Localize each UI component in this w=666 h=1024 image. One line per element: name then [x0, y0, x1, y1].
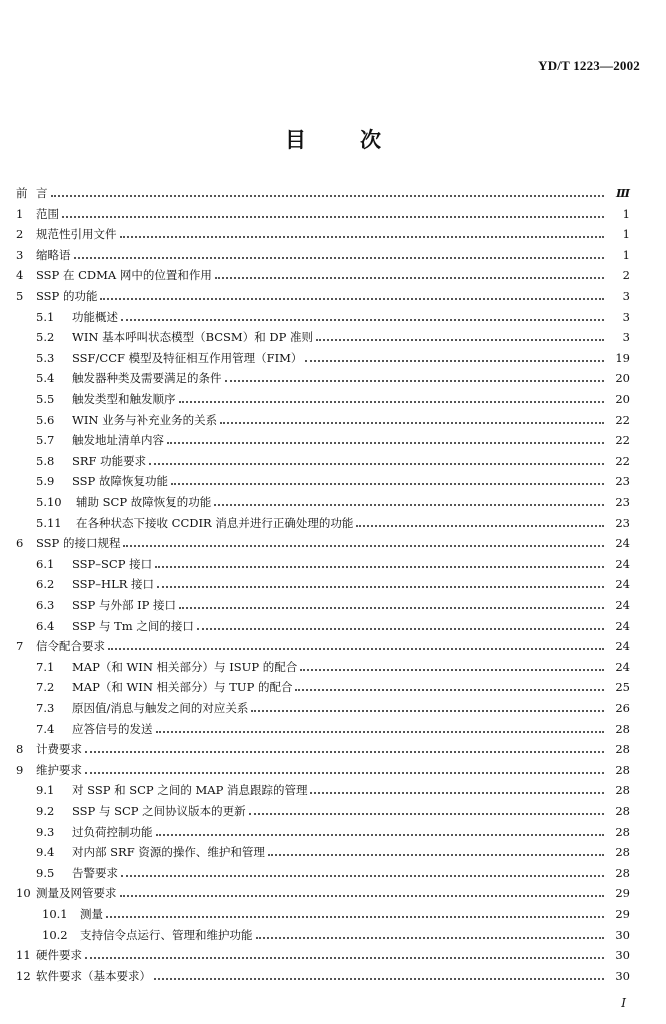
toc-leader-dots [300, 668, 604, 671]
toc-leader-dots [100, 297, 604, 300]
toc-entry-page: 30 [615, 968, 630, 983]
toc-entry-page: Ⅲ [615, 186, 630, 200]
toc-leader-dots [123, 544, 604, 547]
toc-entry-page: 24 [615, 659, 630, 674]
toc-entry-title: 支持信令点运行、管理和维护功能 [80, 927, 253, 942]
toc-entry-number: 7.1 [36, 659, 55, 674]
toc-entry-page: 28 [615, 845, 630, 860]
toc-entry-page: 2 [622, 268, 630, 283]
title-char-1: 目 [285, 127, 306, 152]
toc-leader-dots [120, 235, 605, 238]
toc-leader-dots [251, 709, 604, 712]
toc-entry-title: 硬件要求 [36, 948, 82, 963]
toc-entry-number: 前 [16, 186, 28, 200]
toc-leader-dots [179, 606, 604, 609]
toc-entry [0, 944, 666, 962]
toc-entry-title: MAP（和 WIN 相关部分）与 ISUP 的配合 [72, 659, 298, 674]
toc-entry-page: 20 [615, 371, 630, 386]
toc-entry-title: 告警要求 [72, 865, 118, 880]
toc-entry [0, 882, 666, 900]
toc-entry-title: 测量 [80, 907, 103, 921]
toc-entry-page: 28 [615, 762, 630, 777]
toc-entry-number: 11 [16, 948, 31, 963]
toc-entry [0, 244, 666, 262]
toc-entry-page: 30 [615, 927, 630, 942]
toc-entry-title: 言 [36, 186, 48, 200]
title-char-2: 次 [360, 127, 381, 152]
toc-entry [0, 429, 666, 447]
toc-entry [0, 367, 666, 385]
toc-entry-number: 5 [16, 289, 24, 303]
toc-entry [0, 924, 666, 942]
toc-entry-page: 3 [622, 330, 630, 345]
toc-entry-number: 2 [16, 227, 24, 242]
toc-leader-dots [120, 894, 605, 897]
toc-entry [0, 182, 666, 200]
toc-entry-title: 对内部 SRF 资源的操作、维护和管理 [72, 845, 265, 860]
footer-page-number: I [621, 996, 626, 1010]
toc-entry-title: 在各种状态下接收 CCDIR 消息并进行正确处理的功能 [76, 515, 354, 530]
toc-entry [0, 388, 666, 406]
toc-entry-title: 计费要求 [36, 742, 82, 757]
toc-entry [0, 470, 666, 488]
toc-entry-number: 6.4 [36, 618, 55, 633]
toc-entry-title: WIN 基本呼叫状态模型（BCSM）和 DP 准则 [72, 330, 313, 345]
toc-entry-title: 功能概述 [72, 309, 118, 324]
toc-entry-page: 23 [615, 474, 630, 489]
toc-entry-title: SSP 与 Tm 之间的接口 [72, 618, 194, 633]
toc-entry-number: 6.2 [36, 577, 55, 592]
toc-leader-dots [85, 750, 604, 753]
toc-entry-title: 规范性引用文件 [36, 227, 117, 242]
toc-entry-number: 5.1 [36, 309, 55, 324]
toc-entry-page: 29 [615, 907, 630, 921]
toc-entry-number: 5.4 [36, 371, 55, 386]
toc-entry-number: 10.2 [42, 927, 68, 942]
toc-entry [0, 779, 666, 797]
document-code: YD/T 1223—2002 [538, 58, 640, 73]
toc-entry [0, 821, 666, 839]
toc-entry-number: 4 [16, 268, 24, 283]
toc-leader-dots [268, 853, 604, 856]
toc-entry [0, 841, 666, 859]
toc-entry [0, 862, 666, 880]
toc-entry-page: 28 [615, 742, 630, 757]
toc-entry [0, 553, 666, 571]
toc-entry-title: SSP 与 SCP 之间协议版本的更新 [72, 804, 246, 818]
toc-leader-dots [106, 915, 604, 918]
toc-entry-title: 范围 [36, 206, 59, 221]
toc-entry [0, 800, 666, 818]
toc-entry [0, 285, 666, 303]
toc-entry [0, 450, 666, 468]
toc-entry-page: 1 [622, 206, 630, 221]
toc-entry-title: 信令配合要求 [36, 639, 105, 654]
toc-entry-title: 对 SSP 和 SCP 之间的 MAP 消息跟踪的管理 [72, 783, 308, 798]
toc-entry [0, 965, 666, 983]
toc-entry [0, 718, 666, 736]
toc-entry-number: 7.2 [36, 680, 55, 695]
toc-entry-title: SSF/CCF 模型及特征相互作用管理（FIM） [72, 350, 303, 365]
toc-entry-number: 9.4 [36, 845, 55, 860]
toc-entry-title: SSP 故障恢复功能 [72, 474, 168, 489]
toc-entry [0, 409, 666, 427]
toc-leader-dots [85, 771, 604, 774]
toc-entry-title: 测量及网管要求 [36, 886, 117, 901]
toc-entry-number: 5.3 [36, 350, 55, 365]
toc-leader-dots [225, 379, 605, 382]
toc-entry-number: 9.5 [36, 865, 55, 880]
toc-leader-dots [121, 874, 604, 877]
toc-entry-page: 1 [622, 227, 630, 242]
toc-entry [0, 223, 666, 241]
toc-entry-number: 3 [16, 247, 24, 262]
toc-entry-title: SSP 在 CDMA 网中的位置和作用 [36, 268, 212, 283]
toc-leader-dots [157, 585, 604, 588]
toc-entry-number: 6 [16, 536, 24, 551]
toc-entry-number: 5.8 [36, 453, 55, 468]
toc-entry-number: 7 [16, 639, 24, 654]
toc-leader-dots [356, 524, 604, 527]
toc-entry-number: 12 [16, 968, 31, 983]
toc-entry-page: 24 [615, 577, 630, 592]
toc-entry-number: 5.11 [36, 515, 62, 530]
toc-leader-dots [108, 647, 604, 650]
toc-entry-page: 30 [615, 948, 630, 963]
toc-entry-title: 原因值/消息与触发之间的对应关系 [72, 701, 249, 715]
toc-leader-dots [51, 194, 605, 197]
toc-entry [0, 738, 666, 756]
toc-entry-page: 22 [615, 412, 630, 427]
toc-entry-page: 29 [615, 886, 630, 901]
toc-leader-dots [167, 441, 604, 444]
toc-entry-page: 28 [615, 721, 630, 736]
toc-entry-page: 24 [615, 536, 630, 551]
toc-entry [0, 532, 666, 550]
toc-entry-page: 24 [615, 618, 630, 633]
toc-entry [0, 306, 666, 324]
toc-leader-dots [197, 627, 604, 630]
toc-entry [0, 573, 666, 591]
toc-leader-dots [310, 791, 604, 794]
toc-entry-title: SSP 的功能 [36, 289, 98, 303]
toc-entry-title: 缩略语 [36, 247, 71, 262]
toc-entry-number: 5.9 [36, 474, 55, 489]
toc-entry-title: SRF 功能要求 [72, 453, 147, 468]
toc-leader-dots [215, 276, 604, 279]
toc-entry-title: 触发器种类及需要满足的条件 [72, 371, 222, 386]
toc-entry-number: 10 [16, 886, 31, 901]
toc-entry-title: MAP（和 WIN 相关部分）与 TUP 的配合 [72, 680, 293, 695]
toc-entry [0, 594, 666, 612]
toc-entry [0, 635, 666, 653]
toc-entry-number: 9 [16, 762, 24, 777]
toc-entry-page: 28 [615, 865, 630, 880]
toc-entry-title: SSP 的接口规程 [36, 536, 121, 551]
toc-entry [0, 326, 666, 344]
toc-leader-dots [74, 256, 605, 259]
toc-entry-title: SSP–SCP 接口 [72, 556, 153, 571]
toc-entry-page: 22 [615, 433, 630, 448]
toc-entry-number: 6.1 [36, 556, 55, 571]
toc-leader-dots [121, 318, 604, 321]
toc-entry-page: 3 [622, 289, 630, 303]
toc-entry-page: 20 [615, 392, 630, 406]
toc-entry-number: 5.10 [36, 495, 62, 509]
toc-entry [0, 903, 666, 921]
toc-entry [0, 491, 666, 509]
toc-entry-page: 26 [615, 701, 630, 715]
toc-leader-dots [316, 338, 604, 341]
toc-entry [0, 264, 666, 282]
toc-leader-dots [220, 421, 604, 424]
toc-leader-dots [155, 565, 604, 568]
toc-leader-dots [305, 359, 604, 362]
toc-entry [0, 512, 666, 530]
toc-entry-number: 10.1 [42, 907, 68, 921]
toc-entry-title: 辅助 SCP 故障恢复的功能 [76, 495, 212, 509]
toc-leader-dots [62, 215, 604, 218]
toc-entry-page: 28 [615, 783, 630, 798]
toc-entry-title: 软件要求（基本要求） [36, 968, 151, 983]
toc-entry-number: 9.1 [36, 783, 55, 798]
toc-leader-dots [295, 688, 604, 691]
toc-entry-page: 28 [615, 804, 630, 818]
toc-entry-page: 3 [622, 309, 630, 324]
toc-entry [0, 203, 666, 221]
toc-leader-dots [249, 812, 604, 815]
toc-leader-dots [85, 956, 604, 959]
toc-entry-page: 23 [615, 495, 630, 509]
toc-leader-dots [214, 503, 604, 506]
toc-entry-page: 24 [615, 556, 630, 571]
toc-leader-dots [171, 482, 604, 485]
toc-entry [0, 656, 666, 674]
toc-entry [0, 347, 666, 365]
toc-entry-number: 9.2 [36, 804, 55, 818]
toc-entry [0, 615, 666, 633]
toc-entry-page: 24 [615, 639, 630, 654]
toc-entry-title: SSP–HLR 接口 [72, 577, 155, 592]
toc-entry-page: 22 [615, 453, 630, 468]
toc-entry-page: 24 [615, 598, 630, 612]
toc-entry-number: 5.6 [36, 412, 55, 427]
toc-entry [0, 676, 666, 694]
page-title [0, 124, 666, 154]
toc-entry-number: 5.7 [36, 433, 55, 448]
toc-entry-title: 触发类型和触发顺序 [72, 392, 176, 406]
toc-entry-page: 28 [615, 824, 630, 839]
toc-entry-page: 23 [615, 515, 630, 530]
toc-entry-number: 6.3 [36, 598, 55, 612]
toc-entry-number: 9.3 [36, 824, 55, 839]
toc-entry-title: 维护要求 [36, 762, 82, 777]
toc-leader-dots [154, 977, 604, 980]
toc-entry-title: SSP 与外部 IP 接口 [72, 598, 177, 612]
toc-entry-title: 触发地址清单内容 [72, 433, 164, 448]
toc-entry-page: 1 [622, 247, 630, 262]
toc-entry-number: 5.5 [36, 392, 55, 406]
toc-leader-dots [156, 730, 605, 733]
toc-entry-title: 应答信号的发送 [72, 721, 153, 736]
toc-leader-dots [156, 833, 605, 836]
toc-entry [0, 697, 666, 715]
toc-entry-number: 1 [16, 206, 24, 221]
toc-entry-title: WIN 业务与补充业务的关系 [72, 412, 218, 427]
toc-entry-number: 8 [16, 742, 24, 757]
toc-leader-dots [179, 400, 605, 403]
toc-leader-dots [149, 462, 604, 465]
toc-entry [0, 759, 666, 777]
toc-entry-title: 过负荷控制功能 [72, 824, 153, 839]
toc-entry-page: 25 [615, 680, 630, 695]
toc-entry-number: 7.3 [36, 701, 55, 715]
toc-entry-number: 5.2 [36, 330, 55, 345]
toc-leader-dots [256, 936, 605, 939]
toc-entry-page: 19 [615, 350, 630, 365]
toc-entry-number: 7.4 [36, 721, 55, 736]
